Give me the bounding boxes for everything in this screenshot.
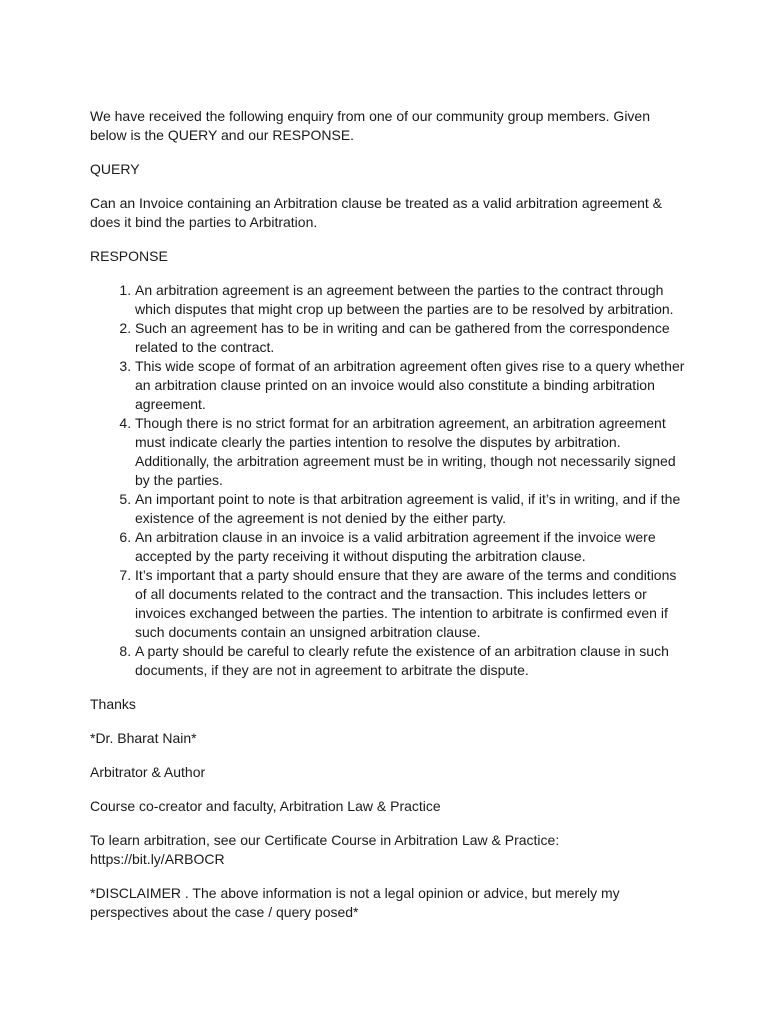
response-list [90,281,690,680]
author-role: Arbitrator & Author [90,764,206,780]
response-item: 7. It’s important that a party should ensure that they are aware of the terms and conditions of all documents related to the contract and the transaction. This includes letters or invoices exchanged between the parties. The intention to arbitrate is confirmed even if such documents contain an unsigned arbitration clause. [135,566,690,642]
response-item: 2. Such an agreement has to be in writing and can be gathered from the correspondence related to the contract. [135,319,690,357]
response-heading: RESPONSE [90,248,168,264]
document-page [90,107,690,937]
response-item: 4. Though there is no strict format for an arbitration agreement, an arbitration agreement must indicate clearly the parties intention to resolve the disputes by arbitration. Additionally, the arbitration agreement must be in writing, though not necessarily signed by the parties. [135,414,690,490]
response-item: 6. An arbitration clause in an invoice is a valid arbitration agreement if the invoice were accepted by the party receiving it without disputing the arbitration clause. [135,528,690,566]
query-text: Can an Invoice containing an Arbitration clause be treated as a valid arbitration agreement & does it bind the parties to Arbitration. [90,195,663,230]
response-item: 3. This wide scope of format of an arbitration agreement often gives rise to a query whether an arbitration clause printed on an invoice would also constitute a binding arbitration agreement. [135,357,690,414]
author-course: Course co-creator and faculty, Arbitration Law & Practice [90,798,441,814]
disclaimer-text: *DISCLAIMER . The above information is not a legal opinion or advice, but merely my perspectives about the case / query posed* [90,885,620,920]
intro-paragraph: We have received the following enquiry from one of our community group members. Given below is the QUERY and our RESPONSE. [90,108,651,143]
course-link[interactable]: https://bit.ly/ARBOCR [90,851,225,867]
learn-paragraph [90,831,690,869]
author-name: *Dr. Bharat Nain* [90,730,197,746]
learn-text: To learn arbitration, see our Certificate Course in Arbitration Law & Practice: [90,832,560,848]
response-item: 5. An important point to note is that arbitration agreement is valid, if it’s in writing, and if the existence of the agreement is not denied by the either party. [135,490,690,528]
response-item: 1. An arbitration agreement is an agreement between the parties to the contract through which disputes that might crop up between the parties are to be resolved by arbitration. [135,281,690,319]
response-item: 8. A party should be careful to clearly refute the existence of an arbitration clause in such documents, if they are not in agreement to arbitrate the dispute. [135,642,690,680]
query-heading: QUERY [90,161,140,177]
thanks-text: Thanks [90,696,136,712]
